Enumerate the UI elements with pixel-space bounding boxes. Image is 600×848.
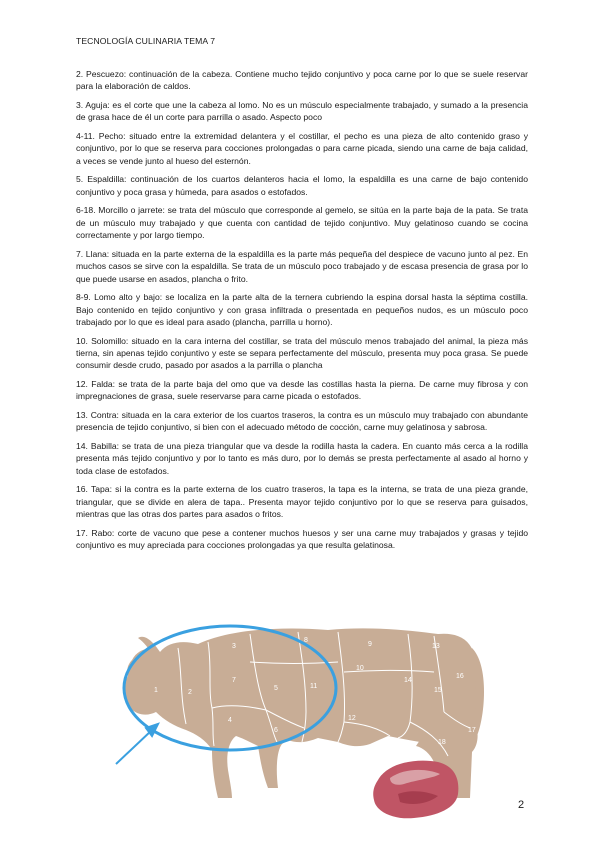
paragraph-pescuezo: 2. Pescuezo: continuación de la cabeza. Contiene mucho tejido conjuntivo y poca carne por lo que se suele reservar para la elaboración de caldos.: [76, 69, 528, 92]
paragraph-falda: 12. Falda: se trata de la parte baja del omo que va desde las costillas hasta la pierna. De carne muy fibrosa y con impregnaciones de grasa, suele reservarse para carne picada o estofados.: [76, 379, 528, 402]
cut-label-12: 12: [348, 715, 356, 722]
cut-label-15: 15: [434, 687, 442, 694]
cut-label-1: 1: [154, 687, 158, 694]
paragraph-tapa: 16. Tapa: si la contra es la parte externa de los cuatro traseros, la tapa es la interna, se trata de una pieza grande, triangular, que se divide en alera de tapa.. Presenta mayor tejido conjuntivo por lo que se reserva para guisados, mientras que las otras dos partes para asados o fritos.: [76, 484, 528, 520]
cut-label-8: 8: [304, 637, 308, 644]
paragraph-babilla: 14. Babilla: se trata de una pieza triangular que va desde la rodilla hasta la cadera. En cuanto más cerca a la rodilla presenta más tejido conjuntivo y por lo tanto es más duro, por lo demás se presta perfectamente al asado al horno y toda clase de estofados.: [76, 441, 528, 476]
cut-label-6: 6: [274, 727, 278, 734]
cut-label-13: 13: [432, 643, 440, 650]
cut-label-7: 7: [232, 677, 236, 684]
meat-cut-image: [373, 761, 458, 819]
cut-label-9: 9: [368, 641, 372, 648]
paragraph-solomillo: 10. Solomillo: situado en la cara interna del costillar, se trata del músculo menos trabajado del animal, la pieza más tierna, sin apenas tejido conjuntivo y este se separa perfectamente del músculo, presenta muy poca grasa. Se puede consumir desde crudo, pasado por asados a la parrilla o plancha: [76, 335, 528, 371]
document-header: TECNOLOGÍA CULINARIA TEMA 7: [76, 36, 216, 46]
beef-cuts-diagram: [108, 612, 500, 822]
paragraph-rabo: 17. Rabo: corte de vacuno que pese a contener muchos huesos y ser una carne muy trabajados y grasas y tejido conjuntivo es muy apreciada para cocciones prolongadas ya que resulta gelatinosa.: [76, 527, 528, 551]
cut-label-11: 11: [310, 683, 318, 690]
beef-cuts-svg: [108, 612, 500, 822]
cut-label-4: 4: [228, 717, 232, 724]
paragraph-espaldilla: 5. Espaldilla: continuación de los cuartos delanteros hacia el lomo, la espaldilla es una carne de bajo contenido conjuntivo y poca grasa y húmeda, para asados o estofados.: [76, 174, 528, 197]
cut-label-5: 5: [274, 685, 278, 692]
cut-label-14: 14: [404, 677, 412, 684]
cut-label-2: 2: [188, 689, 192, 696]
paragraph-aguja: 3. Aguja: es el corte que une la cabeza al lomo. No es un músculo especialmente trabajado, y sumado a la presencia de grasa hace de él un corte para parrilla o asado. Aspecto poco: [76, 100, 528, 123]
paragraph-pecho: 4-11. Pecho: situado entre la extremidad delantera y el costillar, el pecho es una pieza de alto contenido graso y conjuntivo, por lo que se reserva para cocciones prolongadas o para carne picada, siendo una carne de baja calidad, a veces se vende junto al hueso del esternón.: [76, 131, 528, 166]
cut-label-3: 3: [232, 643, 236, 650]
paragraph-morcillo: 6-18. Morcillo o jarrete: se trata del músculo que corresponde al gemelo, se sitúa en la parte baja de la pata. Se trata de un músculo muy trabajado y que cuenta con cantidad de tejido conjuntivo. Muy gelatinoso cuando se cocina correctamente y por largo tiempo.: [76, 205, 528, 241]
highlight-arrow: [116, 724, 158, 764]
paragraph-contra: 13. Contra: situada en la cara exterior de los cuartos traseros, la contra es un músculo muy trabajado con abundante presencia de tejido conjuntivo, si bien con el adecuado método de cocción, carne muy gelatinosa y sabrosa.: [76, 410, 528, 433]
paragraph-lomo: 8-9. Lomo alto y bajo: se localiza en la parte alta de la ternera cubriendo la espina dorsal hasta la séptima costilla. Bajo contenido en tejido conjuntivo y con grasa infiltrada o presentada en pequeños nudos, es un músculo poco trabajado por lo que es ideal para asado (plancha, parrilla u horno).: [76, 292, 528, 328]
page-number: 2: [518, 799, 525, 811]
cut-label-18: 18: [438, 739, 446, 746]
cut-label-16: 16: [456, 673, 464, 680]
cut-label-10: 10: [356, 665, 364, 672]
document-body: [76, 68, 528, 558]
cut-label-17: 17: [468, 727, 476, 734]
paragraph-llana: 7. Llana: situada en la parte externa de la espaldilla es la parte más pequeña del despiece de vacuno junto al pez. En muchos casos se sirve con la espaldilla. Se trata de un músculo poco trabajado y de escasa presencia de grasa por lo que puede usarse en asados, plancha o frito.: [76, 248, 528, 284]
